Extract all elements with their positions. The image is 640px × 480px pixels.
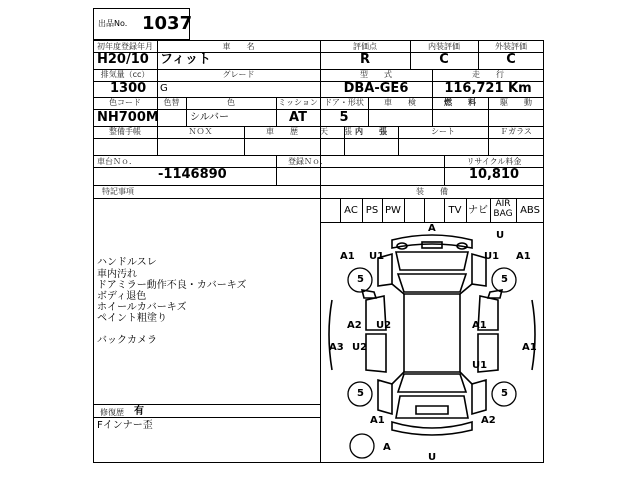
chassis-no-label: 車台Ｎｏ． (97, 157, 137, 166)
doors-value: 5 (339, 110, 349, 125)
code-left-front: A1 (340, 251, 355, 262)
code-rear-left: A1 (370, 415, 385, 426)
mileage-label: 走 行 (472, 70, 504, 79)
score-label: 評価点 (353, 42, 377, 51)
model-label: 型 式 (360, 70, 392, 79)
recycle-fee-value: 10,810 (468, 167, 520, 182)
code-rear-right: A2 (481, 415, 496, 426)
lot-number: 1037 (142, 13, 193, 34)
code-left-mid-u: U2 (376, 320, 392, 331)
seat-label: シート (431, 127, 455, 136)
recycle-fee-label: リサイクル料金 (466, 157, 522, 166)
score-value: R (359, 52, 370, 67)
code-far-left: A3 (329, 342, 344, 353)
code-right-front: A1 (516, 251, 531, 262)
remark-3: ドアミラー動作不良・カバーキズ (97, 280, 247, 291)
exterior-grade-label: 外装評価 (495, 42, 527, 51)
lot-number-box (93, 8, 193, 40)
code-right-rr-tire: 5 (501, 388, 508, 399)
repair-note: Fインナー歪 (97, 420, 153, 431)
equip-pw: PW (385, 205, 401, 216)
interior-grade-value: C (439, 52, 449, 67)
remark-8: バックカメラ (97, 335, 157, 346)
code-rear-u: U (428, 452, 437, 463)
car-name-label: 車 名 (222, 42, 255, 51)
color-code-label: 色コード (109, 98, 141, 107)
doors-label: ドア・形状 (324, 98, 364, 107)
transmission-value: AT (289, 110, 307, 125)
equipment-label: 装 備 (416, 187, 448, 196)
code-left-front-u: U1 (369, 251, 385, 262)
interior-grade-label: 内装評価 (428, 42, 460, 51)
code-far-left-u: U2 (352, 342, 368, 353)
code-right-mid: A1 (472, 320, 487, 331)
remark-5: ホイールカバーキズ (97, 302, 187, 313)
model-value: DBA-GE6 (343, 81, 409, 96)
remarks-label: 特記事項 (102, 187, 134, 196)
code-left-rr-tire: 5 (357, 388, 364, 399)
first-reg-value: H20/10 (97, 52, 149, 67)
remark-6: ペイント粗塗り (97, 313, 167, 324)
equip-tv: TV (448, 205, 462, 216)
manual-label: 整備手帳 (109, 127, 141, 136)
code-right-fr-tire: 5 (501, 274, 508, 285)
spare-tire (350, 434, 374, 458)
mileage-value: 116,721 Km (444, 81, 532, 96)
code-left-fr-tire: 5 (357, 274, 364, 285)
remark-1: ハンドルスレ (97, 257, 157, 268)
repair-history-value: 有 (134, 406, 144, 417)
grade-value: G (160, 83, 168, 94)
drive-label: 駆 動 (500, 98, 532, 107)
interior-label: 内 張 (355, 127, 387, 136)
sunroof-label: 天 張 (320, 127, 352, 136)
fuel-label: 燃 料 (444, 98, 476, 107)
color-code-value: NH700M (97, 110, 159, 125)
color-label: 色 (227, 98, 235, 107)
code-front-a: A (428, 223, 436, 234)
repair-history-label: 修復歴 (100, 408, 124, 417)
exterior-grade-value: C (506, 52, 516, 67)
remark-4: ボディ退色 (97, 291, 147, 302)
code-left-mid: A2 (347, 320, 362, 331)
nox-label: ＮＯＸ (188, 127, 213, 136)
equip-navi: ナビ (468, 205, 488, 216)
lot-label: 出品No. (98, 19, 128, 28)
code-right-front-u: U1 (484, 251, 500, 262)
reg-no-label: 登録Ｎｏ． (288, 157, 328, 166)
first-reg-label: 初年度登録年月 (97, 42, 153, 51)
color-value: シルバー (190, 112, 230, 123)
history-label: 車 歴 (266, 127, 298, 136)
fglass-label: Ｆガラス (500, 127, 532, 136)
equip-airbag: AIR BAG (493, 199, 513, 219)
equip-ps: PS (365, 205, 379, 216)
remark-2: 車内汚れ (97, 269, 137, 280)
color-type-label: 色替 (163, 98, 180, 107)
displacement-label: 排気量（cc） (100, 70, 150, 79)
equip-ac: AC (344, 205, 358, 216)
chassis-no-value: -1146890 (158, 167, 227, 182)
equip-abs: ABS (520, 205, 540, 216)
code-front-u: U (496, 230, 505, 241)
code-right-rear-u: U1 (472, 360, 488, 371)
transmission-label: ミッション (278, 98, 318, 107)
inspection-label: 車 検 (384, 98, 416, 107)
car-name-value: フィット (160, 52, 211, 67)
grade-label: グレード (222, 70, 255, 79)
code-far-right: A1 (522, 342, 537, 353)
displacement-value: 1300 (110, 81, 147, 96)
code-rear-a: A (383, 442, 391, 453)
